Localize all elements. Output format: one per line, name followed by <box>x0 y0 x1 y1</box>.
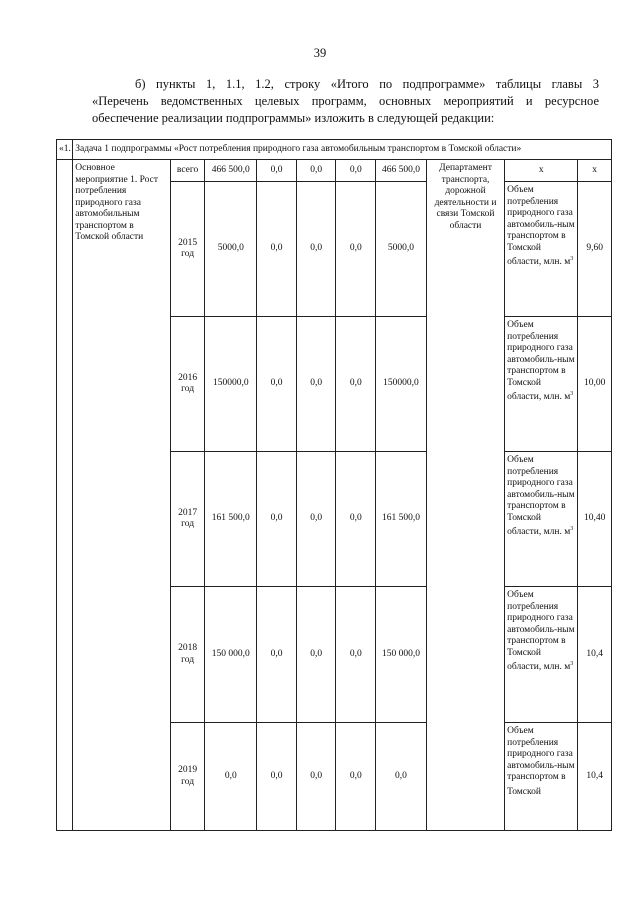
intro-line-1: б) пункты 1, 1.1, 1.2, строку «Итого по подпрограмме» таблицы главы 3 <box>135 77 599 91</box>
total-loc: 0,0 <box>336 160 376 182</box>
indicator-value: 10,00 <box>578 317 612 452</box>
year-loc: 0,0 <box>336 182 376 317</box>
year-reg: 0,0 <box>296 182 336 317</box>
indicator-value: 10,4 <box>578 587 612 723</box>
year-cell: 2017 год <box>170 452 205 587</box>
year-cell: 2018 год <box>170 587 205 723</box>
year-fed: 0,0 <box>257 452 297 587</box>
year-fed: 0,0 <box>257 587 297 723</box>
indicator-value: 10,4 <box>578 723 612 831</box>
indicator-value: 9,60 <box>578 182 612 317</box>
year-reg: 0,0 <box>296 452 336 587</box>
year-other: 161 500,0 <box>376 452 427 587</box>
event-name: Основное мероприятие 1. Рост потребления природного газа автомобильным транспортом в Томской области <box>73 160 171 831</box>
year-reg: 0,0 <box>296 723 336 831</box>
intro-line-2: «Перечень ведомственных целевых программ, основных мероприятий и ресурсное <box>92 94 599 108</box>
row-number: «1. <box>57 140 73 160</box>
events-table <box>56 139 612 831</box>
year-loc: 0,0 <box>336 452 376 587</box>
year-total: 150 000,0 <box>205 587 257 723</box>
year-reg: 0,0 <box>296 317 336 452</box>
year-total: 161 500,0 <box>205 452 257 587</box>
year-fed: 0,0 <box>257 723 297 831</box>
year-loc: 0,0 <box>336 723 376 831</box>
period-total: всего <box>170 160 205 182</box>
year-total: 5000,0 <box>205 182 257 317</box>
total-indicator: х <box>505 160 578 182</box>
year-total: 150000,0 <box>205 317 257 452</box>
intro-line-3: обеспечение реализации подпрограммы» изложить в следующей редакции: <box>92 111 495 125</box>
year-loc: 0,0 <box>336 317 376 452</box>
year-reg: 0,0 <box>296 587 336 723</box>
total-other: 466 500,0 <box>376 160 427 182</box>
year-other: 5000,0 <box>376 182 427 317</box>
total-amount: 466 500,0 <box>205 160 257 182</box>
total-fed: 0,0 <box>257 160 297 182</box>
task-title: Задача 1 подпрограммы «Рост потребления природного газа автомобильным транспортом в Томской области» <box>73 140 612 160</box>
year-other: 150000,0 <box>376 317 427 452</box>
year-other: 150 000,0 <box>376 587 427 723</box>
page-number: 39 <box>313 46 327 60</box>
row-number-blank <box>57 160 73 831</box>
year-cell: 2016 год <box>170 317 205 452</box>
indicator-name: Объем потребления природного газа автомобиль-ным транспортом в Томской области, млн. $м^3$ <box>505 182 578 317</box>
indicator-value: 10,40 <box>578 452 612 587</box>
year-cell: 2019 год <box>170 723 205 831</box>
indicator-name: Объем потребления природного газа автомобиль-ным транспортом в Томской области, млн. $м^3$ <box>505 587 578 723</box>
indicator-name: Объем потребления природного газа автомобиль-ным транспортом в Томской <box>505 723 578 831</box>
year-fed: 0,0 <box>257 317 297 452</box>
department: Департамент транспорта, дорожной деятельности и связи Томской области <box>426 160 504 831</box>
total-reg: 0,0 <box>296 160 336 182</box>
year-fed: 0,0 <box>257 182 297 317</box>
total-value: х <box>578 160 612 182</box>
indicator-name: Объем потребления природного газа автомобиль-ным транспортом в Томской области, млн. $м^3$ <box>505 317 578 452</box>
year-loc: 0,0 <box>336 587 376 723</box>
year-total: 0,0 <box>205 723 257 831</box>
year-other: 0,0 <box>376 723 427 831</box>
indicator-name: Объем потребления природного газа автомобиль-ным транспортом в Томской области, млн. $м^3$ <box>505 452 578 587</box>
year-cell: 2015 год <box>170 182 205 317</box>
